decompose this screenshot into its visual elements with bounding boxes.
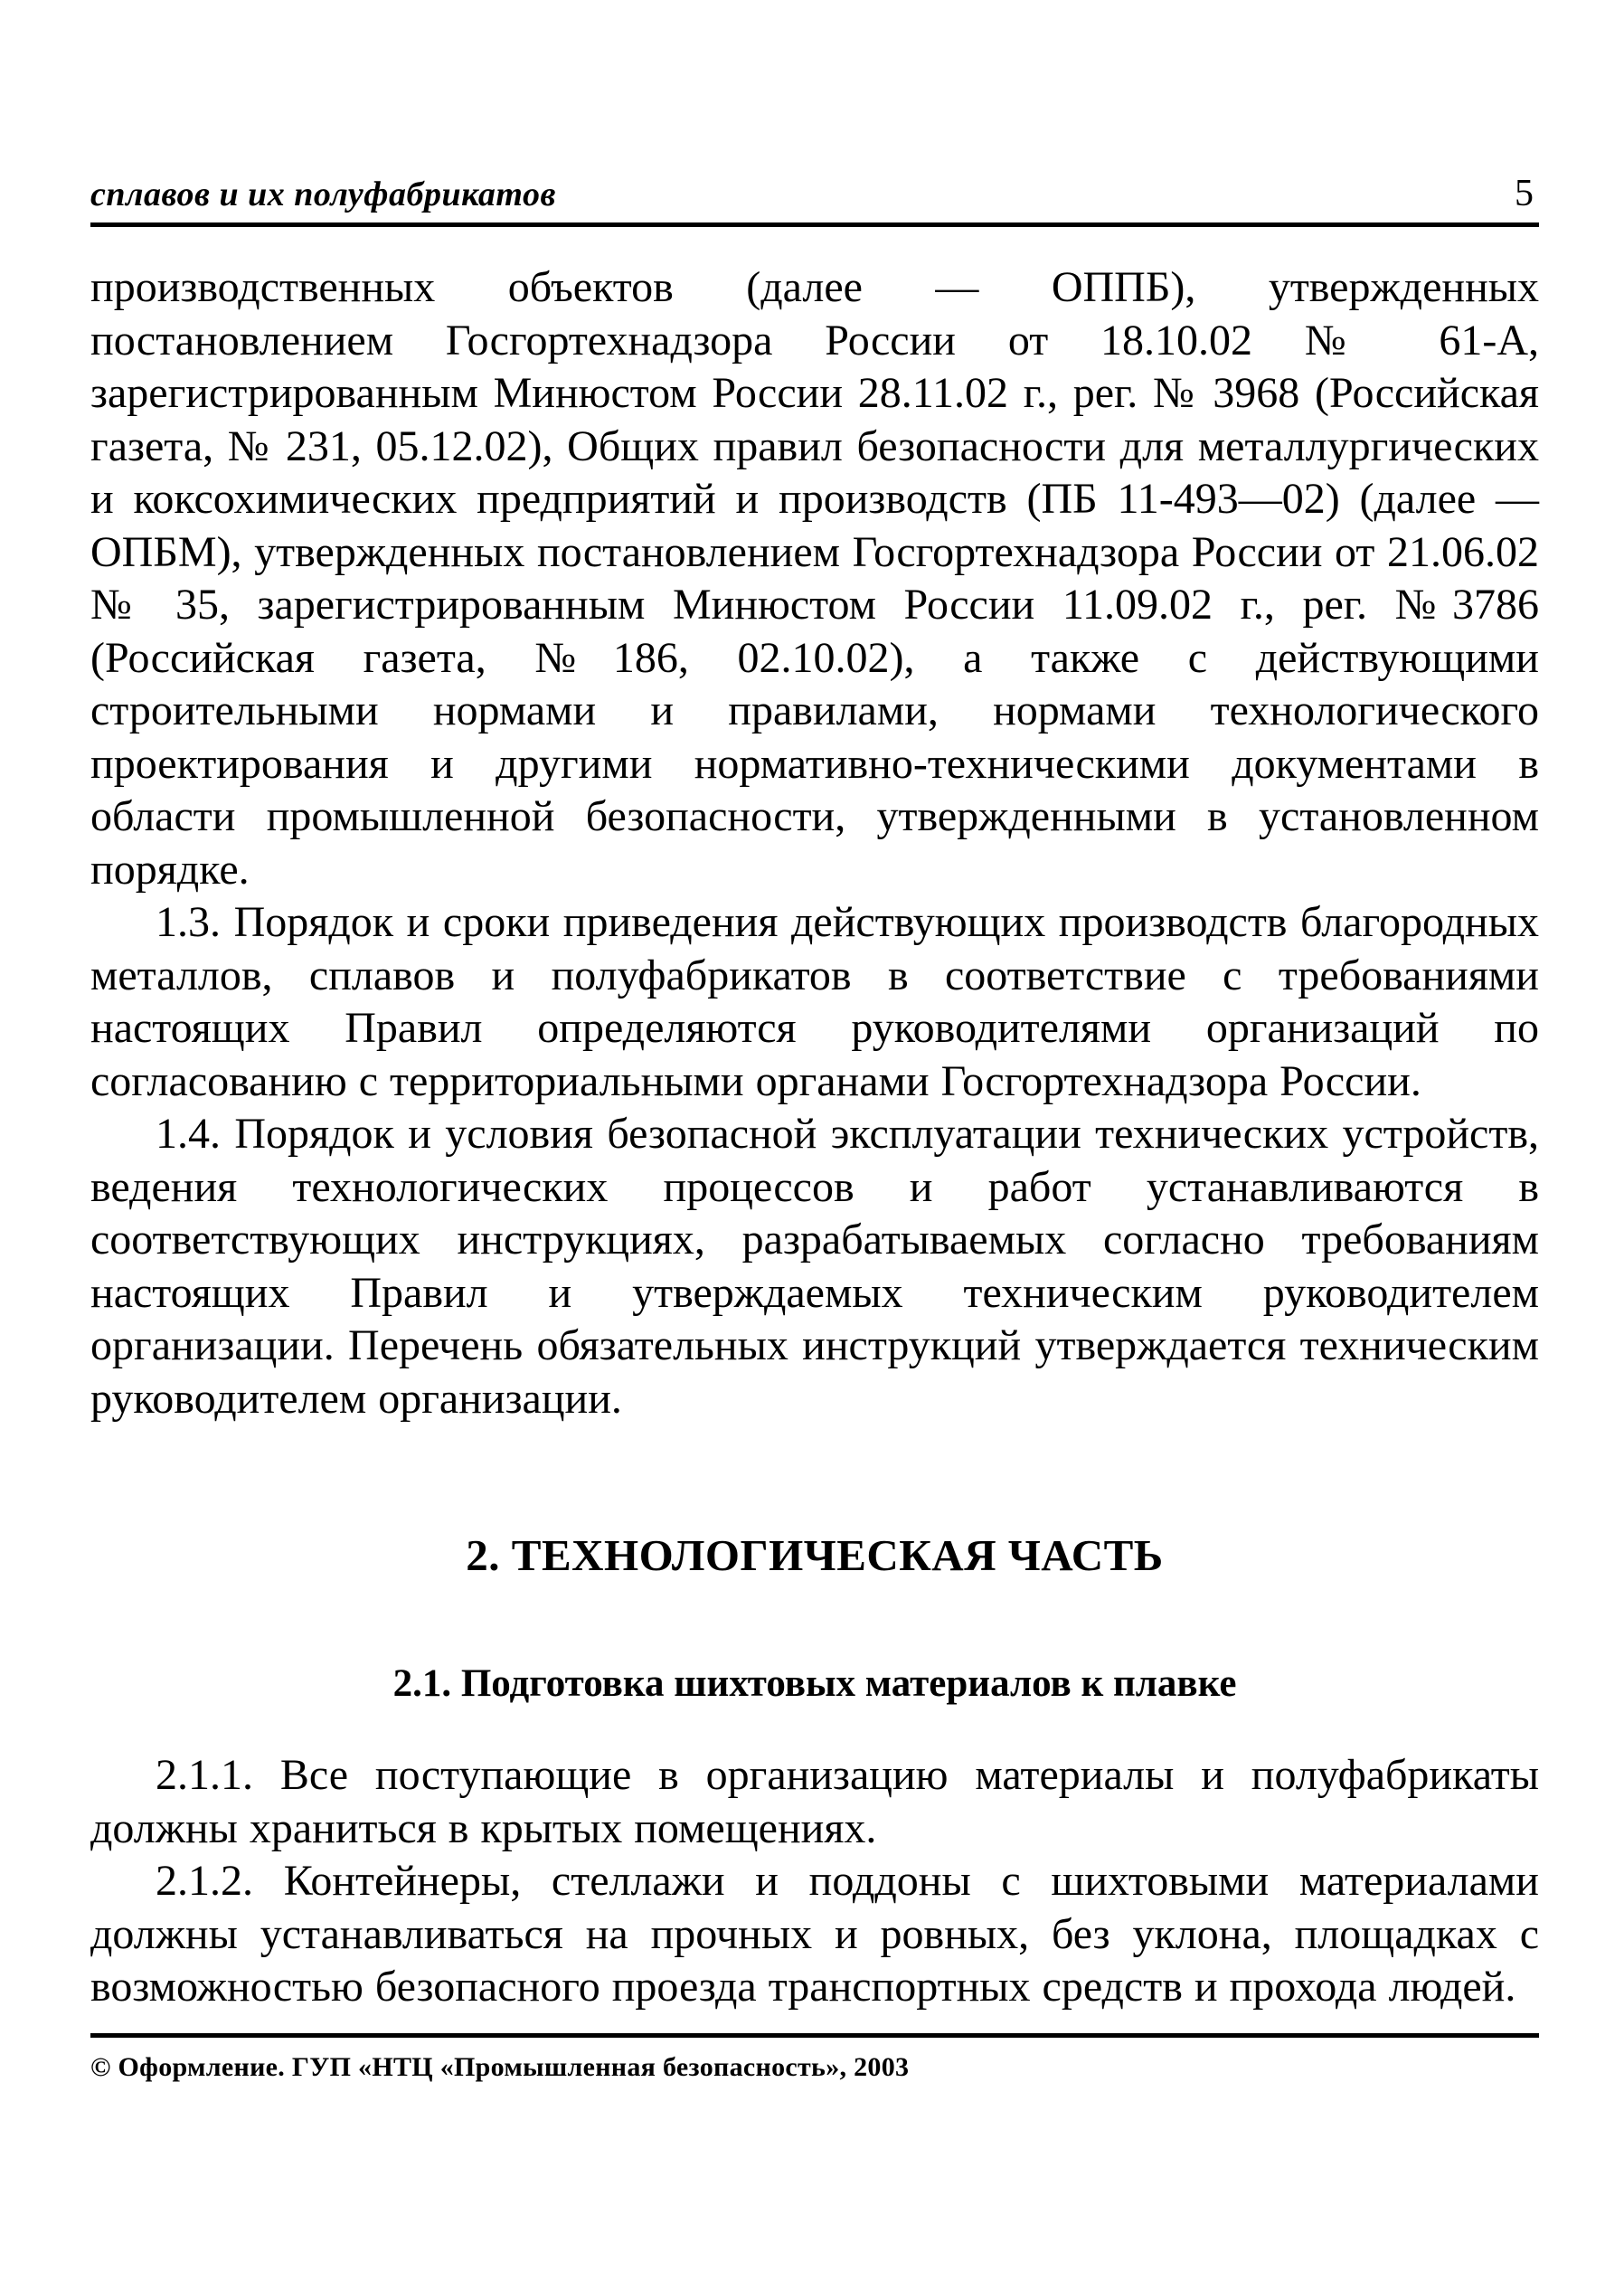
body-paragraph-1-3: 1.3. Порядок и сроки приведения действующих производств благородных металлов, сплавов и полуфабрикатов в соответствие с требованиями настоящих Правил определяются руководителями организаций по согласованию с территориальными органами Госгортехнадзора России. [90,898,1539,1105]
body-paragraph-2-1-1: 2.1.1. Все поступающие в организацию материалы и полуфабрикаты должны храниться в крытых помещениях. [90,1751,1539,1852]
section-heading: 2. ТЕХНОЛОГИЧЕСКАЯ ЧАСТЬ [466,1530,1164,1580]
body-paragraph-1-4: 1.4. Порядок и условия безопасной эксплуатации технических устройств, ведения технологических процессов и работ устанавливаются в соответствующих инструкциях, разрабатываемых согласно требованиям настоящих Правил и утверждаемых техническим руководителем организации. Перечень обязательных инструкций утверждается техническим руководителем организации. [90,1110,1539,1423]
body-text [90,261,1539,2014]
copyright-notice: © Оформление. ГУП «НТЦ «Промышленная безопасность», 2003 [90,2052,910,2082]
page-number: 5 [1515,173,1534,214]
body-paragraph-2-1-2: 2.1.2. Контейнеры, стеллажи и поддоны с шихтовыми материалами должны устанавливаться на прочных и ровных, без уклона, площадках с возможностью безопасного проезда транспортных средств и прохода людей. [90,1857,1539,2011]
page-header [90,172,1539,215]
body-paragraph-continuation: производственных объектов (далее — ОППБ), утвержденных постановлением Госгортехнадзора России от 18.10.02 № 61-А, зарегистрированным Минюстом России 28.11.02 г., рег. № 3968 (Российская газета, № 231, 05.12.02), Общих правил безопасности для металлургических и коксохимических предприятий и производств (ПБ 11-493—02) (далее — ОПБМ), утвержденных постановлением Госгортехнадзора России от 21.06.02 № 35, зарегистрированным Минюстом России 11.09.02 г., рег. №3786 (Российская газета, №186, 02.10.02), а также с действующими строительными нормами и правилами, нормами технологического проектирования и другими нормативно-техническими документами в области промышленной безопасности, утвержденными в установленном порядке. [90,263,1539,894]
running-title: сплавов и их полуфабрикатов [90,175,556,213]
header-rule [90,222,1539,227]
page-content [90,172,1539,2014]
page-footer [90,2033,1539,2083]
footer-rule [90,2033,1539,2038]
subsection-heading: 2.1. Подготовка шихтовых материалов к плавке [392,1662,1237,1705]
